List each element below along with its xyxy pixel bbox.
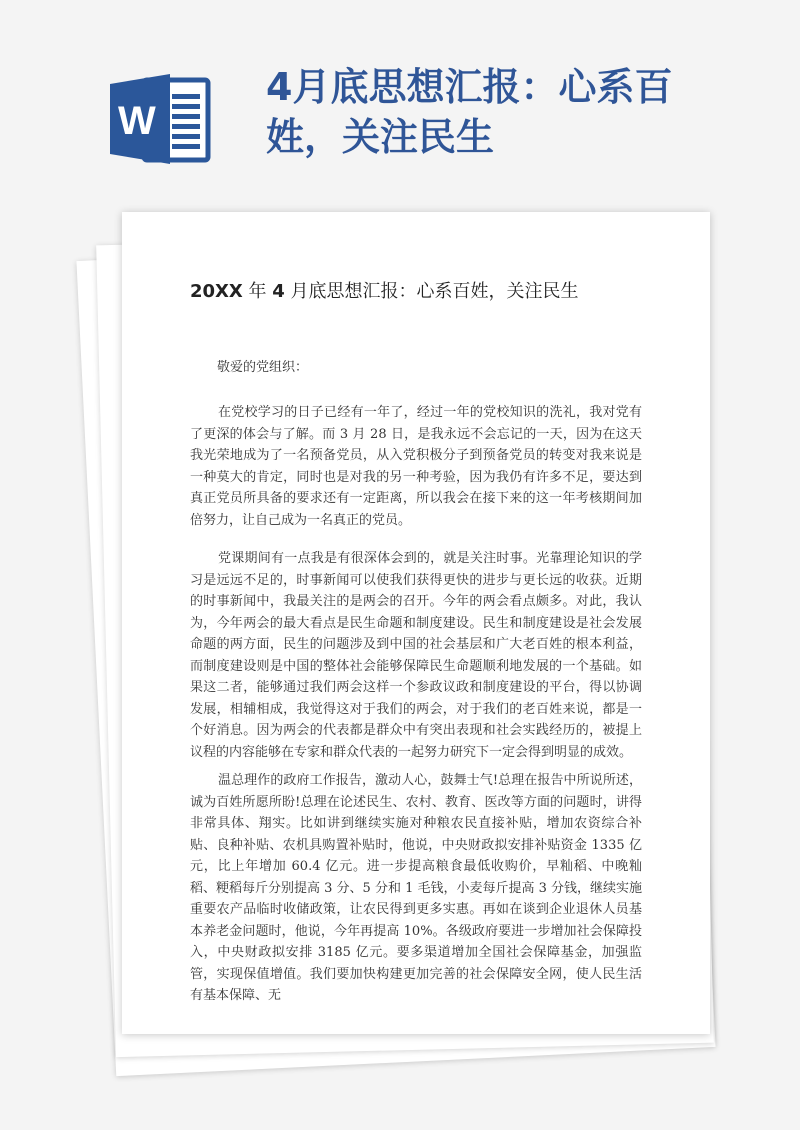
heading-year: 20XX [190, 281, 243, 302]
document-title: 4月底思想汇报：心系百姓，关注民生 [266, 65, 673, 159]
svg-text:W: W [118, 99, 156, 143]
heading-text: 月底思想汇报：心系百姓，关注民生 [284, 281, 579, 302]
salutation: 敬爱的党组织： [217, 360, 309, 375]
heading-month: 4 [272, 281, 285, 302]
page-heading [190, 278, 660, 306]
heading-year-unit: 年 [242, 281, 273, 302]
paragraph: 温总理作的政府工作报告，激动人心，鼓舞士气!总理在报告中所说所述，诚为百姓所愿所盼!总理在论述民生、农村、教育、医改等方面的问题时，讲得非常具体、翔实。比如讲到继续实施对种粮农民直接补贴，增加农资综合补贴、良种补贴、农机具购置补贴时，他说，中央财政拟安排补贴资金 1335 亿元，比上年增加 60.4 亿元。进一步提高粮食最低收购价，早籼稻、中晚籼稻、粳稻每斤分别提高 3 分、5 分和 1 毛钱，小麦每斤提高 3 分钱，继续实施重要农产品临时收储政策，让农民得到更多实惠。再如在谈到企业退休人员基本养老金问题时，他说，今年再提高 10%。各级政府要进一步增加社会保障投入，中央财政拟安排 3185 亿元。要多渠道增加全国社会保障基金，加强监管，实现保值增值。我们要加快构建更加完善的社会保障安全网，使人民生活有基本保障、无 [190, 773, 643, 1003]
document-page [122, 212, 710, 1034]
paragraph: 党课期间有一点我是有很深体会到的，就是关注时事。光靠理论知识的学习是远远不足的，时事新闻可以使我们获得更快的进步与更长远的收获。近期的时事新闻中，我最关注的是两会的召开。今年的两会看点颇多。对此，我认为，今年两会的最大看点是民生命题和制度建设。民生和制度建设是社会发展命题的两方面，民生的问题涉及到中国的社会基层和广大老百姓的根本利益，而制度建设则是中国的整体社会能够保障民生命题顺利地发展的一个基础。如果这二者，能够通过我们两会这样一个参政议政和制度建设的平台，得以协调发展，相辅相成，我觉得这对于我们的两会，对于我们的老百姓来说，都是一个好消息。因为两会的代表都是群众中有突出表现和社会实践经历的，被提上议程的内容能够在专家和群众代表的一起努力研究下一定会得到明显的成效。 [190, 551, 642, 760]
paragraph: 在党校学习的日子已经有一年了，经过一年的党校知识的洗礼，我对党有了更深的体会与了解。而 3 月 28 日，是我永远不会忘记的一天，因为在这天我光荣地成为了一名预备党员，从入党积极分子到预备党员的转变对我来说是一种莫大的肯定，同时也是对我的另一种考验，因为我仍有许多不足，要达到真正党员所具备的要求还有一定距离，所以我会在接下来的这一年考核期间加倍努力，让自己成为一名真正的党员。 [190, 405, 642, 528]
word-document-icon [110, 74, 212, 164]
